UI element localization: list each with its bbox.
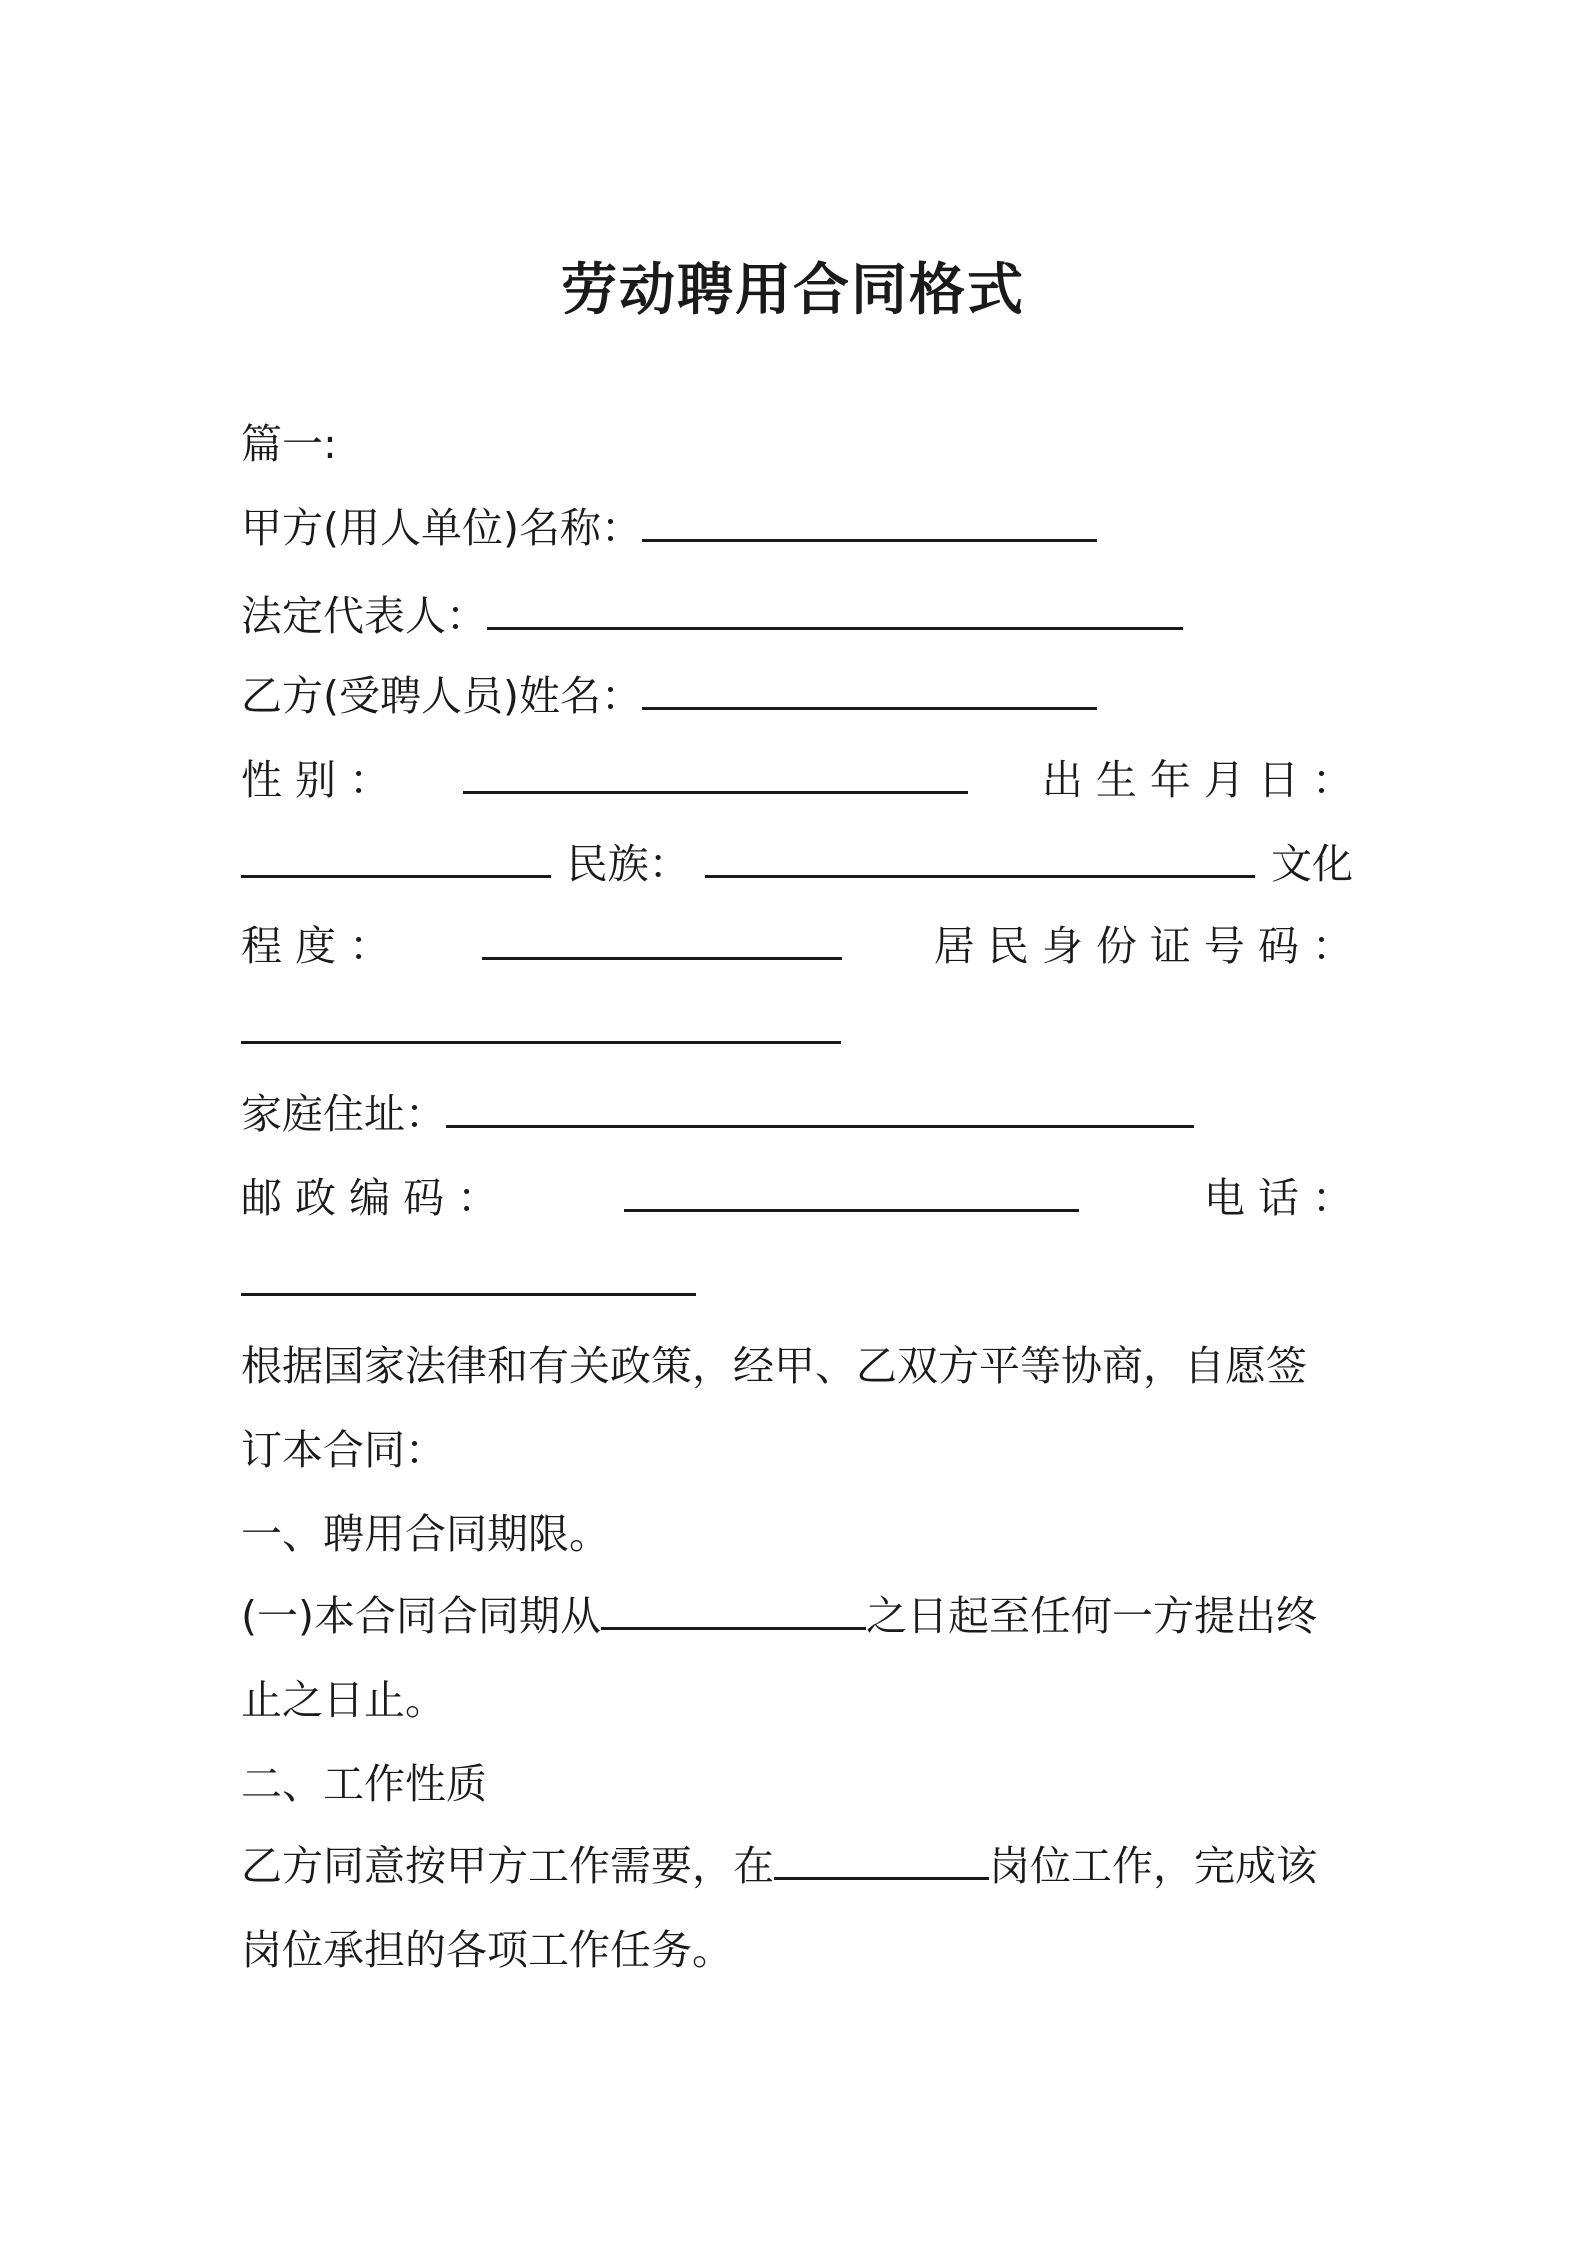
party-a-name-row [241, 500, 1097, 556]
address-row [241, 1086, 1194, 1142]
education-label-part1: 文化 [1270, 840, 1353, 888]
clause-1-1-suffix: 之日起至任何一方提出终 [866, 1592, 1317, 1640]
basis-line-1: 根据国家法律和有关政策，经甲、乙双方平等协商，自愿签 [241, 1342, 1307, 1390]
clause-2-row [241, 1838, 1317, 1894]
phone-blank[interactable] [241, 1255, 696, 1296]
gender-label: 性 别 ： [241, 756, 391, 804]
phone-label: 电 话 ： [1203, 1174, 1353, 1222]
party-b-name-blank[interactable] [642, 669, 1097, 710]
section-heading: 篇一: [241, 420, 337, 468]
phone-row [241, 1254, 696, 1310]
education-id-row [241, 918, 1353, 974]
position-blank[interactable] [774, 1839, 989, 1880]
postcode-label: 邮 政 编 码 ： [241, 1174, 499, 1222]
id-label: 居 民 身 份 证 号 码 ： [933, 922, 1353, 970]
clause-1-title: 一、聘用合同期限。 [241, 1510, 610, 1558]
party-a-name-label: 甲方(用人单位)名称： [241, 504, 642, 552]
document-title: 劳动聘用合同格式 [561, 258, 1025, 323]
gender-birth-row [241, 752, 1353, 808]
clause-2-line-2: 岗位承担的各项工作任务。 [241, 1926, 733, 1974]
contract-start-blank[interactable] [601, 1589, 866, 1630]
clause-1-1-prefix: (一)本合同合同期从 [241, 1592, 601, 1640]
party-a-name-blank[interactable] [642, 501, 1097, 542]
birth-blank[interactable] [241, 837, 551, 878]
clause-2-prefix: 乙方同意按甲方工作需要，在 [241, 1842, 774, 1890]
legal-rep-label: 法定代表人： [241, 592, 487, 640]
party-b-name-label: 乙方(受聘人员)姓名： [241, 672, 642, 720]
clause-2-title: 二、工作性质 [241, 1760, 487, 1808]
id-number-row [241, 1002, 841, 1058]
address-blank[interactable] [446, 1087, 1194, 1128]
clause-2-suffix: 岗位工作，完成该 [989, 1842, 1317, 1890]
education-blank[interactable] [482, 919, 842, 960]
clause-1-1-line-2: 止之日止。 [241, 1676, 446, 1724]
clause-1-1-row [241, 1588, 1317, 1644]
party-b-name-row [241, 668, 1097, 724]
basis-line-2: 订本合同： [241, 1426, 446, 1474]
birth-label: 出 生 年 月 日 ： [1041, 756, 1353, 804]
id-number-blank[interactable] [241, 1003, 841, 1044]
gender-blank[interactable] [463, 753, 968, 794]
legal-rep-blank[interactable] [487, 589, 1183, 630]
education-label-part2: 程 度 ： [241, 922, 391, 970]
ethnicity-blank[interactable] [705, 837, 1255, 878]
address-label: 家庭住址： [241, 1090, 446, 1138]
postcode-phone-row [241, 1170, 1353, 1226]
legal-rep-row [241, 588, 1183, 644]
postcode-blank[interactable] [624, 1171, 1079, 1212]
ethnicity-row [241, 836, 1353, 892]
ethnicity-label: 民族： [566, 840, 690, 888]
